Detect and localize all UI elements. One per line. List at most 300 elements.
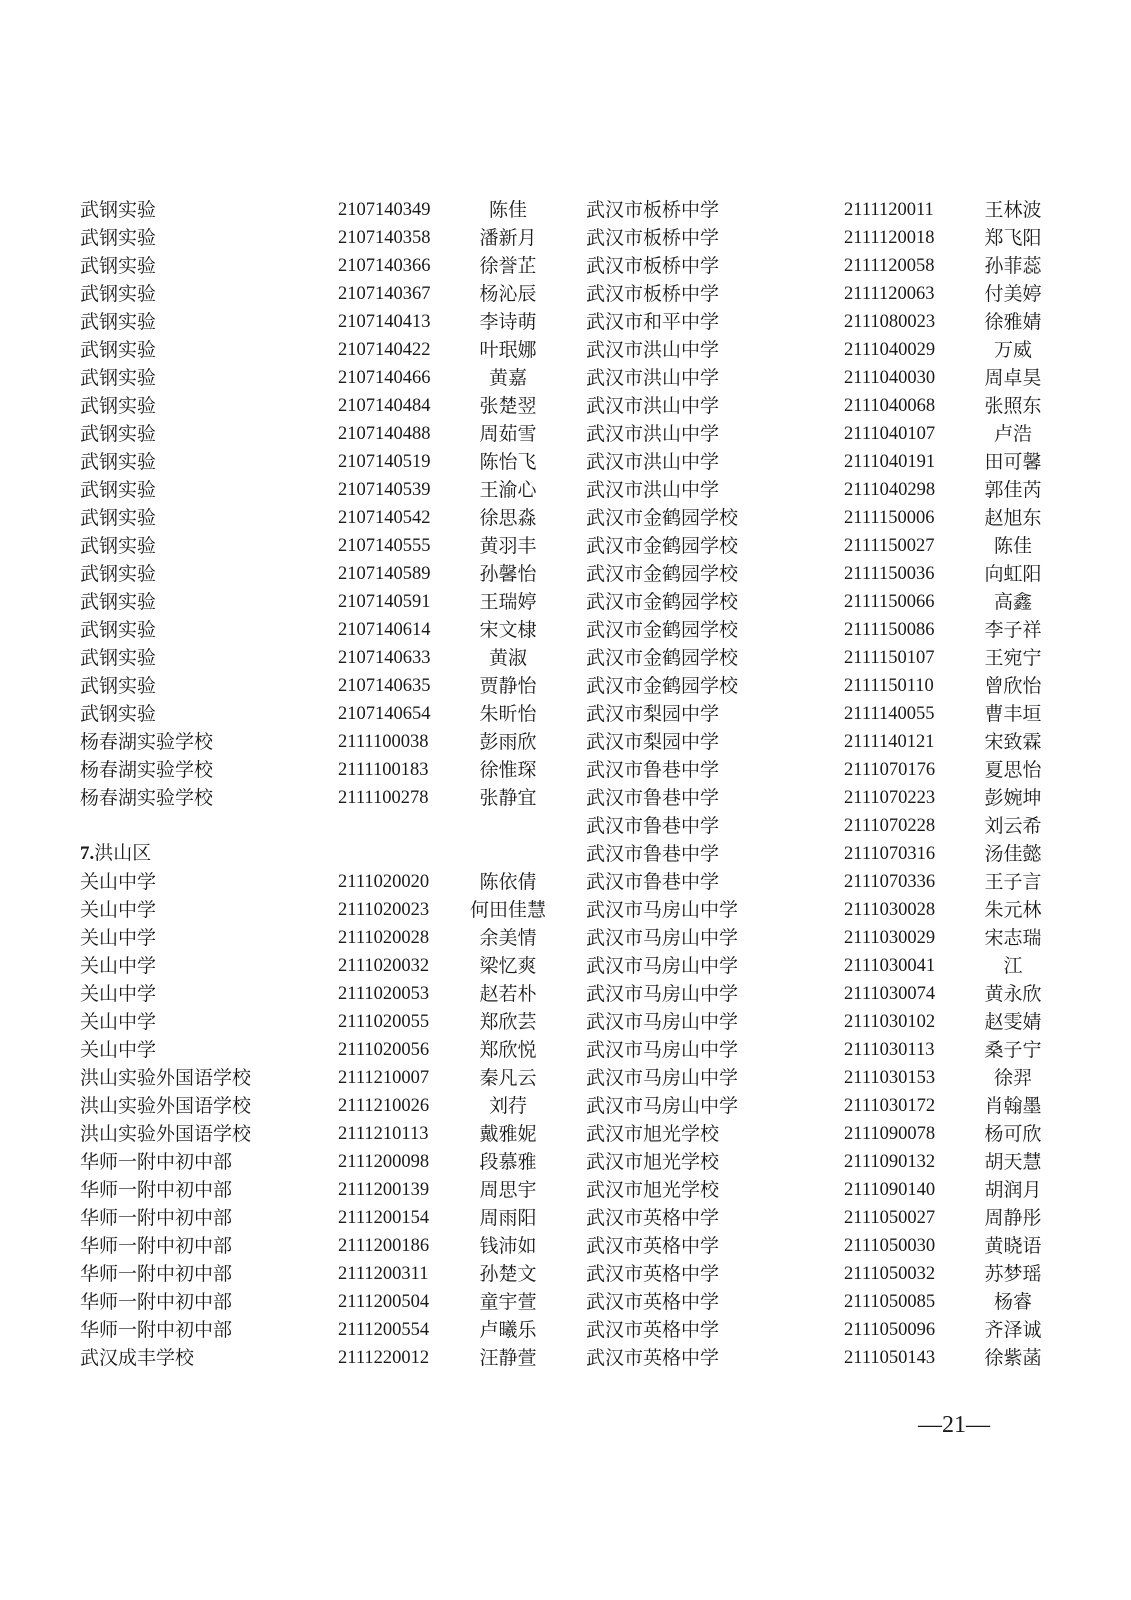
student-name: 胡润月 <box>984 1179 1042 1201</box>
page-number: —21— <box>918 1412 990 1438</box>
student-name: 孙菲蕊 <box>984 255 1042 277</box>
table-row <box>80 280 560 308</box>
table-row <box>80 196 560 224</box>
student-name: 贾静怡 <box>479 675 537 697</box>
candidate-id: 2111050027 <box>844 1208 936 1228</box>
candidate-id: 2107140519 <box>338 452 431 472</box>
table-row <box>586 196 1056 224</box>
table-row <box>586 532 1056 560</box>
school-name: 武汉市英格中学 <box>586 1207 720 1229</box>
student-name: 李子祥 <box>984 619 1042 641</box>
candidate-id: 2111210007 <box>338 1068 430 1088</box>
student-name: 戴雅妮 <box>479 1123 537 1145</box>
section-heading <box>80 840 560 868</box>
table-row <box>80 1316 560 1344</box>
school-name: 武钢实验 <box>80 563 157 585</box>
candidate-id: 2111030041 <box>844 956 936 976</box>
student-name: 黄永欣 <box>984 983 1042 1005</box>
candidate-id: 2111120063 <box>844 284 935 304</box>
student-name: 周卓昊 <box>984 367 1042 389</box>
student-name: 梁忆爽 <box>479 955 537 977</box>
table-row <box>80 504 560 532</box>
student-name: 孙馨怡 <box>479 563 537 585</box>
student-name: 付美婷 <box>984 283 1042 305</box>
candidate-id: 2111040191 <box>844 452 936 472</box>
school-name: 武汉市金鹤园学校 <box>586 507 739 529</box>
table-row <box>586 560 1056 588</box>
table-row <box>586 1008 1056 1036</box>
table-row <box>586 504 1056 532</box>
student-name: 卢浩 <box>993 423 1032 445</box>
table-row <box>586 392 1056 420</box>
candidate-id: 2111020055 <box>338 1012 430 1032</box>
school-name: 武汉市英格中学 <box>586 1235 720 1257</box>
table-row <box>586 1232 1056 1260</box>
candidate-id: 2111090132 <box>844 1152 936 1172</box>
table-row <box>586 448 1056 476</box>
table-row <box>586 924 1056 952</box>
candidate-id: 2111140055 <box>844 704 935 724</box>
school-name: 武钢实验 <box>80 675 157 697</box>
table-row <box>80 420 560 448</box>
school-name: 武汉市马房山中学 <box>586 1039 739 1061</box>
table-row <box>586 840 1056 868</box>
school-name: 武钢实验 <box>80 255 157 277</box>
candidate-id: 2107140614 <box>338 620 431 640</box>
school-name: 关山中学 <box>80 871 157 893</box>
table-row <box>80 532 560 560</box>
school-name: 武汉市旭光学校 <box>586 1123 720 1145</box>
student-name: 徐羿 <box>993 1067 1032 1089</box>
candidate-id: 2111070316 <box>844 844 936 864</box>
school-name: 武汉市英格中学 <box>586 1319 720 1341</box>
table-row <box>80 728 560 756</box>
table-row <box>586 476 1056 504</box>
student-name: 宋致霖 <box>984 731 1042 753</box>
school-name: 武汉市金鹤园学校 <box>586 619 739 641</box>
table-row <box>80 924 560 952</box>
school-name: 关山中学 <box>80 1039 157 1061</box>
student-name: 徐雅婧 <box>984 311 1042 333</box>
school-name: 武钢实验 <box>80 451 157 473</box>
school-name: 武汉市板桥中学 <box>586 283 720 305</box>
school-name: 华师一附中初中部 <box>80 1179 233 1201</box>
student-name: 秦凡云 <box>479 1067 537 1089</box>
school-name: 武汉市马房山中学 <box>586 1011 739 1033</box>
school-name: 武汉市洪山中学 <box>586 479 720 501</box>
table-row <box>80 1148 560 1176</box>
student-name: 徐思淼 <box>479 507 537 529</box>
table-row <box>586 1316 1056 1344</box>
candidate-id: 2111090140 <box>844 1180 936 1200</box>
school-name: 武汉市梨园中学 <box>586 731 720 753</box>
student-name: 田可馨 <box>984 451 1042 473</box>
candidate-id: 2111050096 <box>844 1320 936 1340</box>
table-row <box>80 1092 560 1120</box>
school-name: 武钢实验 <box>80 591 157 613</box>
school-name: 华师一附中初中部 <box>80 1263 233 1285</box>
table-row <box>586 308 1056 336</box>
candidate-id: 2111030102 <box>844 1012 936 1032</box>
candidate-id: 2111020020 <box>338 872 430 892</box>
school-name: 武钢实验 <box>80 227 157 249</box>
table-row <box>80 1036 560 1064</box>
school-name: 武汉市马房山中学 <box>586 927 739 949</box>
table-row <box>80 308 560 336</box>
student-name: 桑子宁 <box>984 1039 1042 1061</box>
candidate-id: 2111050085 <box>844 1292 936 1312</box>
candidate-id: 2111070176 <box>844 760 936 780</box>
student-name: 李诗萌 <box>479 311 537 333</box>
school-name: 武汉市金鹤园学校 <box>586 675 739 697</box>
candidate-id: 2111120058 <box>844 256 935 276</box>
table-row <box>80 336 560 364</box>
table-row <box>80 672 560 700</box>
school-name: 武钢实验 <box>80 647 157 669</box>
table-row <box>80 980 560 1008</box>
student-name: 陈依倩 <box>479 871 537 893</box>
school-name: 武汉市洪山中学 <box>586 367 720 389</box>
student-name: 赵雯婧 <box>984 1011 1042 1033</box>
table-row <box>80 588 560 616</box>
table-row <box>586 868 1056 896</box>
student-name: 王子言 <box>984 871 1042 893</box>
student-name: 郑欣芸 <box>479 1011 537 1033</box>
table-row <box>80 840 560 868</box>
student-name: 高鑫 <box>993 591 1032 613</box>
table-row <box>80 812 560 840</box>
school-name: 华师一附中初中部 <box>80 1291 233 1313</box>
candidate-id: 2107140539 <box>338 480 431 500</box>
student-name: 王瑞婷 <box>479 591 537 613</box>
candidate-id: 2111100278 <box>338 788 429 808</box>
candidate-id: 2107140367 <box>338 284 431 304</box>
table-row <box>586 812 1056 840</box>
student-name: 王林波 <box>984 199 1042 221</box>
student-name: 万威 <box>993 339 1032 361</box>
candidate-id: 2107140488 <box>338 424 431 444</box>
table-row <box>586 700 1056 728</box>
table-row <box>80 1176 560 1204</box>
candidate-id: 2107140589 <box>338 564 431 584</box>
student-name: 胡天慧 <box>984 1151 1042 1173</box>
candidate-id: 2107140484 <box>338 396 431 416</box>
candidate-id: 2107140635 <box>338 676 431 696</box>
table-row <box>80 1260 560 1288</box>
student-name: 苏梦瑶 <box>984 1263 1042 1285</box>
candidate-id: 2111150036 <box>844 564 935 584</box>
school-name: 武汉市鲁巷中学 <box>586 815 720 837</box>
candidate-id: 2111040068 <box>844 396 936 416</box>
student-name: 陈佳 <box>488 199 527 221</box>
school-name: 武汉市板桥中学 <box>586 255 720 277</box>
table-row <box>80 1232 560 1260</box>
candidate-id: 2111100183 <box>338 760 429 780</box>
table-row <box>80 560 560 588</box>
table-row <box>586 1036 1056 1064</box>
student-name: 黄淑 <box>488 647 527 669</box>
school-name: 杨春湖实验学校 <box>80 787 214 809</box>
student-name: 陈怡飞 <box>479 451 537 473</box>
table-row <box>80 1008 560 1036</box>
table-row <box>586 280 1056 308</box>
candidate-id: 2107140654 <box>338 704 431 724</box>
candidate-id: 2111070223 <box>844 788 936 808</box>
student-name: 杨沁辰 <box>479 283 537 305</box>
student-name: 刘荇 <box>488 1095 527 1117</box>
student-name: 曾欣怡 <box>984 675 1042 697</box>
student-name: 夏思怡 <box>984 759 1042 781</box>
table-row <box>586 672 1056 700</box>
candidate-id: 2111030074 <box>844 984 936 1004</box>
candidate-id: 2111220012 <box>338 1348 430 1368</box>
candidate-id: 2111040029 <box>844 340 936 360</box>
table-row <box>586 952 1056 980</box>
candidate-id: 2111030029 <box>844 928 936 948</box>
table-row <box>80 1064 560 1092</box>
candidate-id: 2111080023 <box>844 312 936 332</box>
candidate-id: 2111210113 <box>338 1124 429 1144</box>
school-name: 武汉市马房山中学 <box>586 899 739 921</box>
table-row <box>80 1204 560 1232</box>
student-name: 江 <box>1003 955 1023 977</box>
school-name: 华师一附中初中部 <box>80 1207 233 1229</box>
school-name: 武汉市马房山中学 <box>586 1067 739 1089</box>
candidate-id: 2111200311 <box>338 1264 429 1284</box>
school-name: 武汉市金鹤园学校 <box>586 647 739 669</box>
student-name: 周茹雪 <box>479 423 537 445</box>
school-name: 武钢实验 <box>80 535 157 557</box>
table-row <box>586 1204 1056 1232</box>
candidate-id: 2111040107 <box>844 424 936 444</box>
candidate-id: 2111150027 <box>844 536 935 556</box>
table-row <box>80 784 560 812</box>
candidate-id: 2111020032 <box>338 956 430 976</box>
school-name: 武汉市板桥中学 <box>586 199 720 221</box>
student-name: 郭佳芮 <box>984 479 1042 501</box>
candidate-id: 2107140591 <box>338 592 431 612</box>
candidate-id: 2111070228 <box>844 816 936 836</box>
student-name: 张静宜 <box>479 787 537 809</box>
student-name: 潘新月 <box>479 227 537 249</box>
student-name: 郑飞阳 <box>984 227 1042 249</box>
table-row <box>586 1260 1056 1288</box>
table-row <box>80 868 560 896</box>
candidate-id: 2111030113 <box>844 1040 935 1060</box>
student-name: 周思宇 <box>479 1179 537 1201</box>
school-name: 武汉市板桥中学 <box>586 227 720 249</box>
school-name: 武汉市鲁巷中学 <box>586 787 720 809</box>
student-name: 汤佳懿 <box>984 843 1042 865</box>
student-name: 孙楚文 <box>479 1263 537 1285</box>
table-row <box>80 364 560 392</box>
candidate-id: 2111020028 <box>338 928 430 948</box>
candidate-id: 2111030172 <box>844 1096 936 1116</box>
school-name: 武钢实验 <box>80 199 157 221</box>
student-name: 黄晓语 <box>984 1235 1042 1257</box>
school-name: 关山中学 <box>80 899 157 921</box>
school-name: 武钢实验 <box>80 619 157 641</box>
table-row <box>80 252 560 280</box>
right-column <box>586 196 1056 1372</box>
candidate-id: 2107140633 <box>338 648 431 668</box>
school-name: 武汉市旭光学校 <box>586 1151 720 1173</box>
school-name: 杨春湖实验学校 <box>80 731 214 753</box>
student-name: 彭婉坤 <box>984 787 1042 809</box>
candidate-id: 2111050032 <box>844 1264 936 1284</box>
student-name: 周静彤 <box>984 1207 1042 1229</box>
school-name: 华师一附中初中部 <box>80 1235 233 1257</box>
school-name: 关山中学 <box>80 955 157 977</box>
school-name: 武汉市和平中学 <box>586 311 720 333</box>
student-name: 赵旭东 <box>984 507 1042 529</box>
school-name: 武汉市梨园中学 <box>586 703 720 725</box>
school-name: 洪山实验外国语学校 <box>80 1095 252 1117</box>
table-row <box>586 756 1056 784</box>
school-name: 关山中学 <box>80 1011 157 1033</box>
table-row <box>80 476 560 504</box>
school-name: 武钢实验 <box>80 507 157 529</box>
student-name: 余美情 <box>479 927 537 949</box>
school-name: 武汉市洪山中学 <box>586 423 720 445</box>
student-name: 彭雨欣 <box>479 731 537 753</box>
candidate-id: 2111090078 <box>844 1124 936 1144</box>
candidate-id: 2111020023 <box>338 900 430 920</box>
school-name: 武钢实验 <box>80 703 157 725</box>
school-name: 武汉市英格中学 <box>586 1291 720 1313</box>
student-name: 宋文棣 <box>479 619 537 641</box>
student-name: 王渝心 <box>479 479 537 501</box>
student-name: 徐惟琛 <box>479 759 537 781</box>
candidate-id: 2111020053 <box>338 984 430 1004</box>
school-name: 武汉市英格中学 <box>586 1263 720 1285</box>
student-name: 赵若朴 <box>479 983 537 1005</box>
candidate-id: 2111100038 <box>338 732 429 752</box>
candidate-id: 2107140422 <box>338 340 431 360</box>
table-row <box>80 896 560 924</box>
table-row <box>586 252 1056 280</box>
school-name: 杨春湖实验学校 <box>80 759 214 781</box>
candidate-id: 2107140555 <box>338 536 431 556</box>
candidate-id: 2111200504 <box>338 1292 430 1312</box>
student-name: 王宛宁 <box>984 647 1042 669</box>
school-name: 武汉市马房山中学 <box>586 955 739 977</box>
table-row <box>586 1176 1056 1204</box>
student-name: 陈佳 <box>993 535 1032 557</box>
candidate-id: 2107140413 <box>338 312 431 332</box>
student-name: 张照东 <box>984 395 1042 417</box>
candidate-id: 2111150086 <box>844 620 935 640</box>
candidate-id: 2111200139 <box>338 1180 430 1200</box>
candidate-id: 2111200098 <box>338 1152 430 1172</box>
school-name: 武汉市马房山中学 <box>586 1095 739 1117</box>
candidate-id: 2111150066 <box>844 592 935 612</box>
candidate-id: 2111030028 <box>844 900 936 920</box>
candidate-id: 2107140358 <box>338 228 431 248</box>
table-row <box>586 1092 1056 1120</box>
table-row <box>586 336 1056 364</box>
student-name: 段慕雅 <box>479 1151 537 1173</box>
table-row <box>80 1120 560 1148</box>
table-row <box>586 1148 1056 1176</box>
school-name: 武汉市鲁巷中学 <box>586 759 720 781</box>
school-name: 武汉市鲁巷中学 <box>586 871 720 893</box>
student-name: 钱沛如 <box>479 1235 537 1257</box>
table-row <box>80 1288 560 1316</box>
candidate-id: 2107140349 <box>338 200 431 220</box>
student-name: 朱元林 <box>984 899 1042 921</box>
table-row <box>80 224 560 252</box>
table-row <box>80 756 560 784</box>
student-name: 徐紫菡 <box>984 1347 1042 1369</box>
left-column <box>80 196 560 1372</box>
candidate-id: 2107140542 <box>338 508 431 528</box>
table-row <box>586 616 1056 644</box>
school-name: 武汉市金鹤园学校 <box>586 591 739 613</box>
candidate-id: 2111200554 <box>338 1320 430 1340</box>
school-name: 武钢实验 <box>80 395 157 417</box>
candidate-id: 2111070336 <box>844 872 936 892</box>
student-name: 卢曦乐 <box>479 1319 537 1341</box>
student-name: 黄羽丰 <box>479 535 537 557</box>
student-name: 郑欣悦 <box>479 1039 537 1061</box>
student-name: 叶珉娜 <box>479 339 537 361</box>
student-name: 黄嘉 <box>488 367 527 389</box>
school-name: 武钢实验 <box>80 339 157 361</box>
table-row <box>586 364 1056 392</box>
candidate-id: 2111200154 <box>338 1208 430 1228</box>
section-number: 7. <box>80 843 95 864</box>
candidate-id: 2111210026 <box>338 1096 430 1116</box>
school-name: 武汉市旭光学校 <box>586 1179 720 1201</box>
candidate-id: 2111140121 <box>844 732 935 752</box>
candidate-id: 2111120011 <box>844 200 934 220</box>
school-name: 武汉市鲁巷中学 <box>586 843 720 865</box>
table-row <box>586 784 1056 812</box>
school-name: 关山中学 <box>80 983 157 1005</box>
student-name: 曹丰垣 <box>984 703 1042 725</box>
table-row <box>80 952 560 980</box>
school-name: 华师一附中初中部 <box>80 1151 233 1173</box>
candidate-id: 2111150110 <box>844 676 934 696</box>
school-name: 关山中学 <box>80 927 157 949</box>
table-row <box>586 980 1056 1008</box>
school-name: 武钢实验 <box>80 479 157 501</box>
student-name: 宋志瑞 <box>984 927 1042 949</box>
school-name: 武钢实验 <box>80 423 157 445</box>
candidate-id: 2111030153 <box>844 1068 936 1088</box>
section-label: 洪山区 <box>94 843 152 864</box>
school-name: 武汉市洪山中学 <box>586 395 720 417</box>
student-name: 齐泽诚 <box>984 1319 1042 1341</box>
school-name: 武钢实验 <box>80 283 157 305</box>
table-row <box>586 1064 1056 1092</box>
candidate-id: 2111150006 <box>844 508 935 528</box>
candidate-id: 2111040298 <box>844 480 936 500</box>
student-name: 周雨阳 <box>479 1207 537 1229</box>
student-name: 朱昕怡 <box>479 703 537 725</box>
table-row <box>80 1344 560 1372</box>
school-name: 洪山实验外国语学校 <box>80 1067 252 1089</box>
table-row <box>80 644 560 672</box>
table-row <box>586 896 1056 924</box>
candidate-id: 2111120018 <box>844 228 935 248</box>
school-name: 武汉市英格中学 <box>586 1347 720 1369</box>
school-name: 武汉市马房山中学 <box>586 983 739 1005</box>
school-name: 洪山实验外国语学校 <box>80 1123 252 1145</box>
table-row <box>586 588 1056 616</box>
table-row <box>586 644 1056 672</box>
